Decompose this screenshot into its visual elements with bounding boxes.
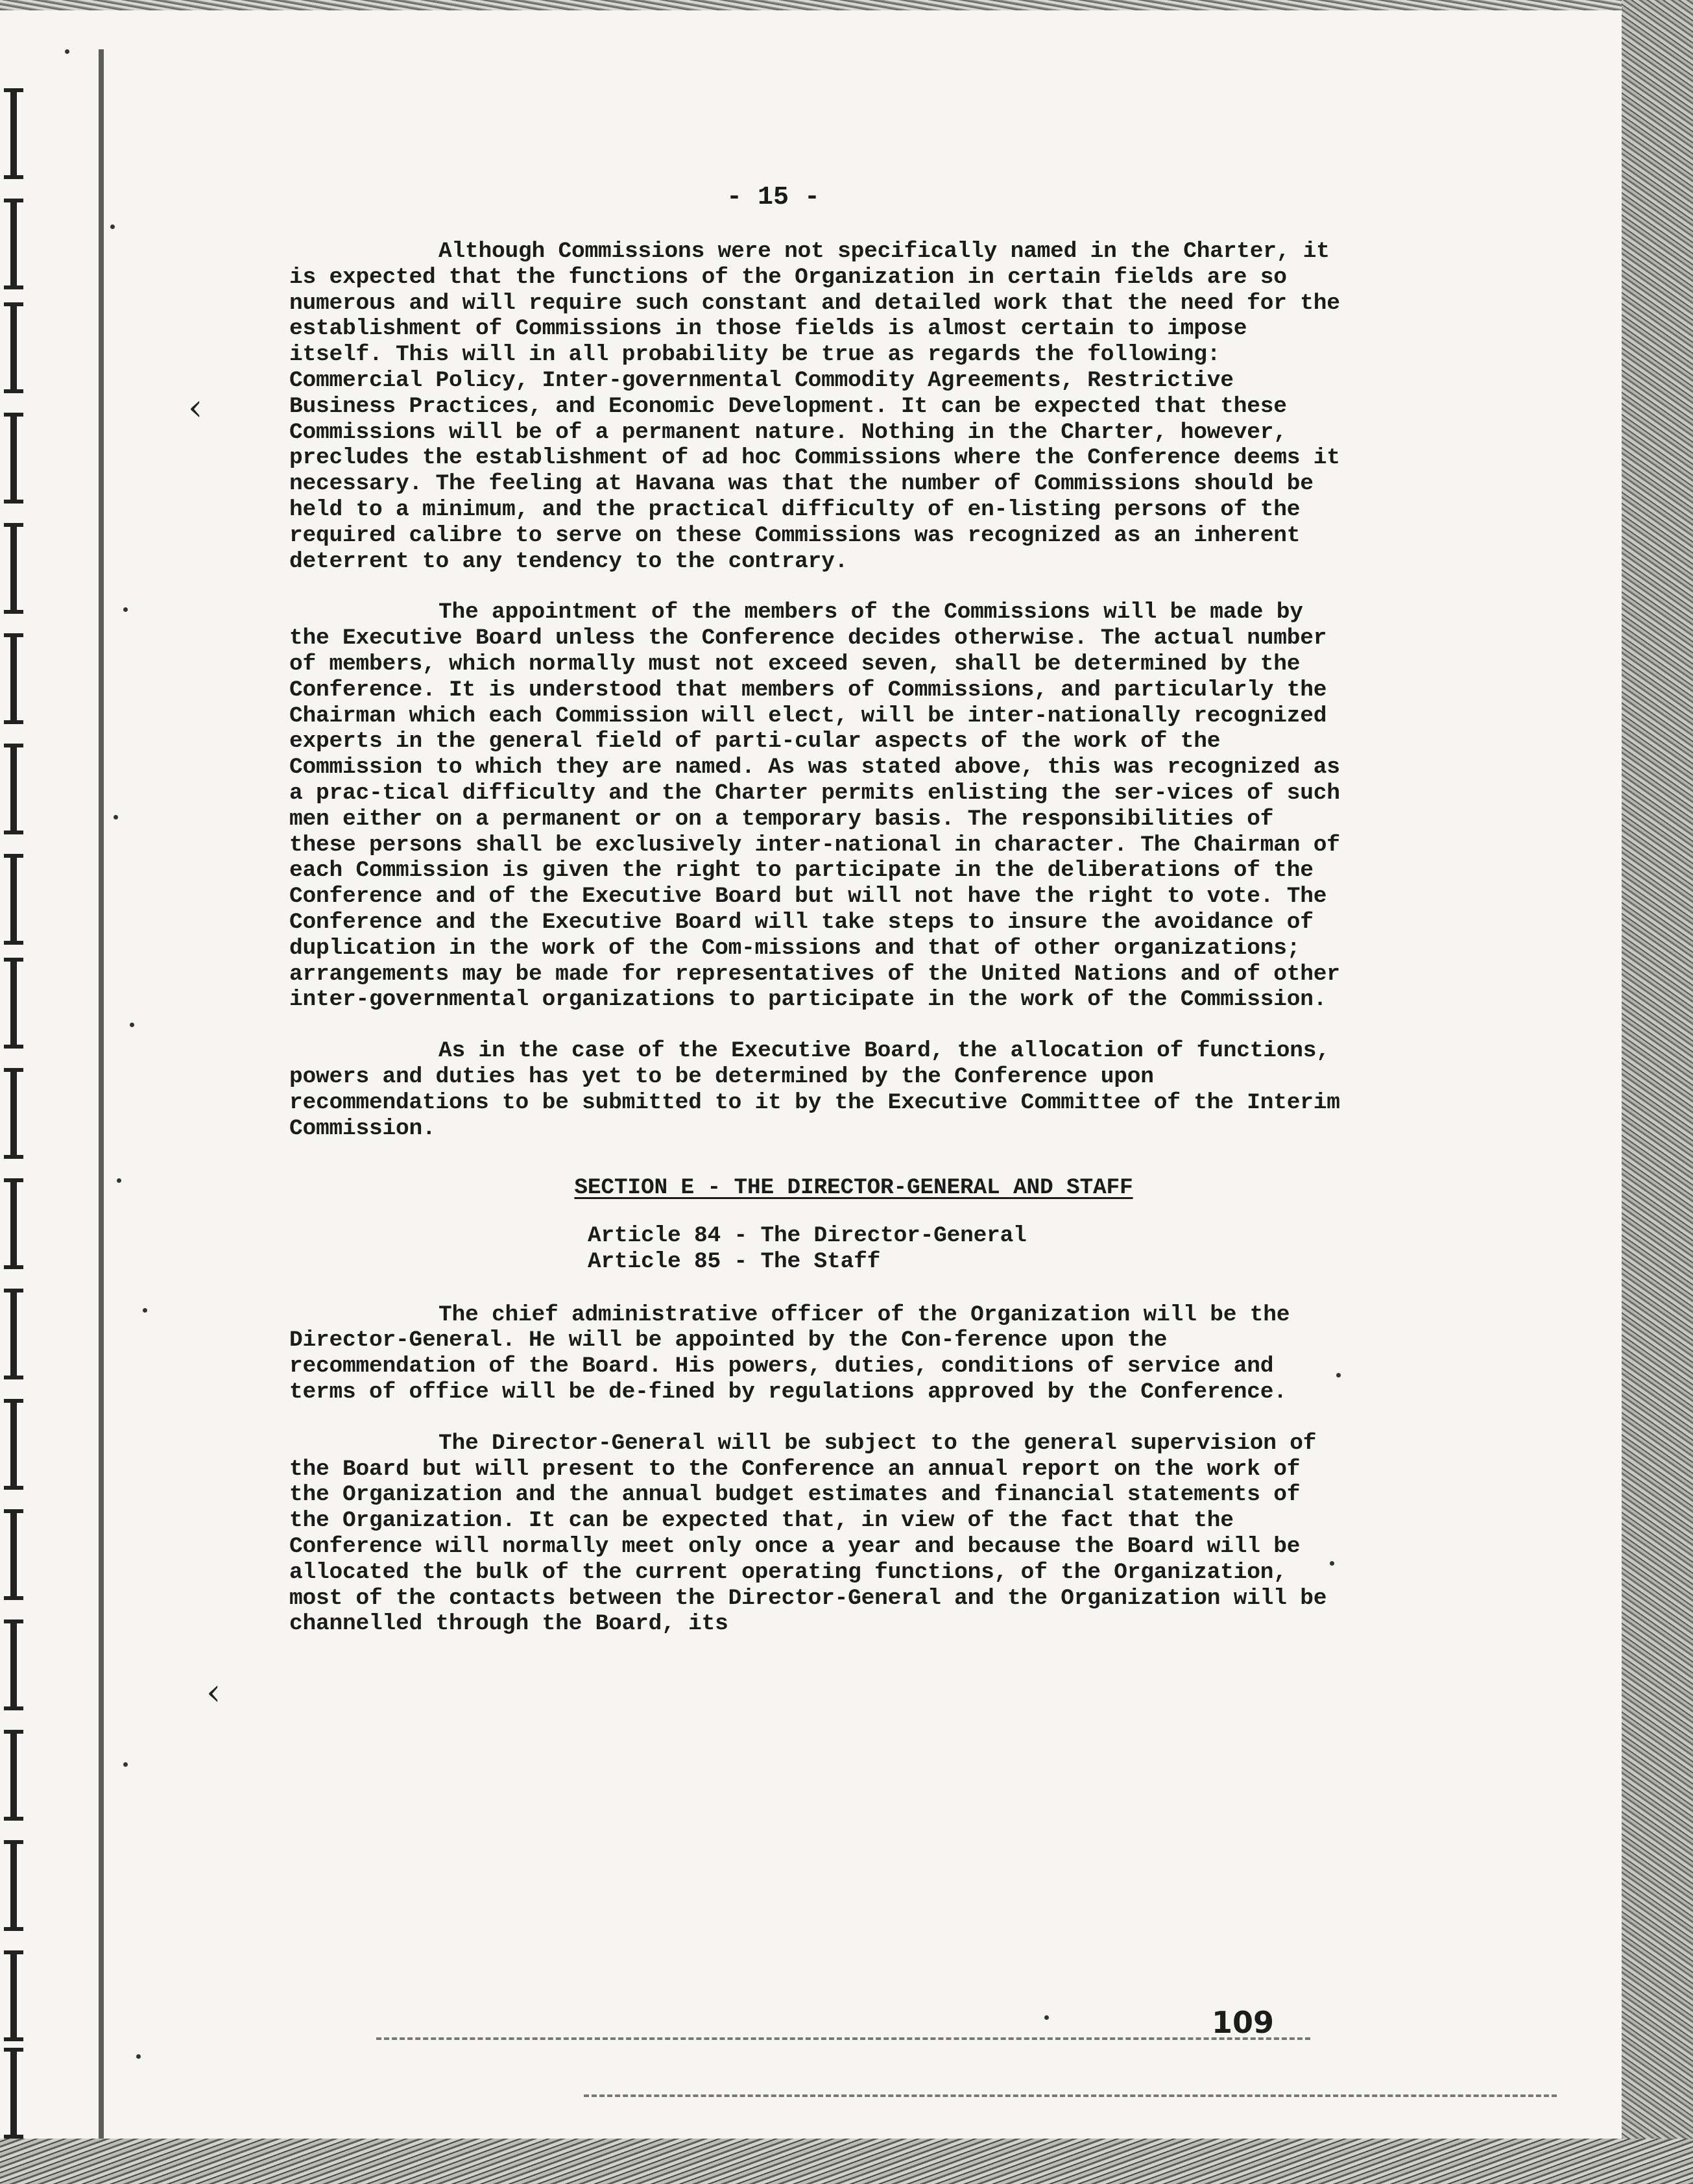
scan-dotted-artifact — [376, 2037, 1310, 2040]
binder-hole-mark — [4, 1178, 23, 1269]
binder-margin-line — [99, 49, 104, 2139]
margin-tick-mark: ‹ — [188, 387, 203, 429]
binder-hole-mark — [4, 1620, 23, 1710]
scan-speck — [130, 1023, 134, 1027]
binder-hole-mark — [4, 1509, 23, 1600]
margin-tick-mark: ‹ — [206, 1671, 221, 1714]
binder-hole-mark — [4, 523, 23, 614]
article-line: Article 84 - The Director-General — [588, 1223, 1027, 1249]
binder-hole-mark — [4, 1399, 23, 1490]
paragraph: As in the case of the Executive Board, the allocation of functions, powers and duties has yet to be determined by the Conference upon recommendations to be submitted to it by the Executive Committee of the Interim Commission. — [289, 1038, 1340, 1141]
binder-hole-mark — [4, 1950, 23, 2041]
binder-holes — [0, 10, 45, 2139]
binder-hole-mark — [4, 958, 23, 1049]
binder-hole-mark — [4, 88, 23, 179]
scan-speck — [123, 607, 128, 612]
paragraph: The Director-General will be subject to the general supervision of the Board but will present to the Conference an annual report on the work of the Organization and the annual budget estimates and financial statements of the Organization. It can be expected that, in view of the fact that the Conference will normally meet only once a year and because the Board will be allocated the bulk of the current operating functions, of the Organization, most of the contacts between the Director-General and the Organization will be channelled through the Board, its — [289, 1430, 1327, 1637]
binder-hole-mark — [4, 199, 23, 289]
binder-hole-mark — [4, 302, 23, 393]
scan-dotted-artifact — [584, 2094, 1557, 2097]
page-number: - 15 - — [726, 183, 821, 212]
section-heading: SECTION E - THE DIRECTOR-GENERAL AND STAFF — [574, 1175, 1133, 1201]
document-body — [289, 239, 1340, 1662]
binder-hole-mark — [4, 633, 23, 724]
binder-hole-mark — [4, 744, 23, 834]
scan-speck — [123, 1762, 128, 1767]
scan-speck — [1044, 2015, 1049, 2020]
binder-hole-mark — [4, 1068, 23, 1159]
scan-speck — [143, 1308, 147, 1313]
section-heading-block — [289, 1175, 1340, 1201]
scan-speck — [117, 1178, 121, 1183]
article-line: Article 85 - The Staff — [588, 1248, 881, 1274]
scan-speck — [136, 2054, 141, 2059]
article-list — [289, 1223, 1340, 1275]
paragraph: The appointment of the members of the Commissions will be made by the Executive Board unless the Conference decides otherwise. The actual number of members, which normally must not exceed seven, shall be determined by the Conference. It is understood that members of Commissions, and particularly the Chairman which each Commission will elect, will be inter-nationally recognized experts in the general field of parti-cular aspects of the work of the Commission to which they are named. As was stated above, this was recognized as a prac-tical difficulty and the Charter permits enlisting the ser-vices of such men either on a permanent or on a temporary basis. The responsibilities of these persons shall be exclusively inter-national in character. The Chairman of each Commission is given the right to participate in the deliberations of the Conference and of the Executive Board but will not have the right to vote. The Conference and the Executive Board will take steps to insure the avoidance of duplication in the work of the Com-missions and that of other organizations; arrangements may be made for representatives of the United Nations and of other inter-governmental organizations to participate in the work of the Commission. — [289, 600, 1340, 1013]
scan-speck — [65, 49, 69, 54]
binder-hole-mark — [4, 413, 23, 504]
binder-hole-mark — [4, 1840, 23, 1931]
binder-hole-mark — [4, 1730, 23, 1821]
paragraph: The chief administrative officer of the Organization will be the Director-General. He will be appointed by the Con-ference upon the recommendation of the Board. His powers, duties, conditions of service and terms of office will be de-fined by regulations approved by the Conference. — [289, 1302, 1290, 1405]
document-page — [0, 10, 1622, 2139]
scan-speck — [110, 224, 115, 229]
paragraph: Although Commissions were not specifically named in the Charter, it is expected that the functions of the Organization in certain fields are so numerous and will require such constant and detailed work that the need for the establishment of Commissions in those fields is almost certain to impose itself. This will in all probability be true as regards the following: Commercial Policy, Inter-governmental Commodity Agreements, Restrictive Business Practices, and Economic Development. It can be expected that these Commissions will be of a permanent nature. Nothing in the Charter, however, precludes the establishment of ad hoc Commissions where the Conference deems it necessary. The feeling at Havana was that the number of Commissions should be held to a minimum, and the practical difficulty of en-listing persons of the required calibre to serve on these Commissions was recognized as an inherent deterrent to any tendency to the contrary. — [289, 239, 1340, 574]
scan-edge-bottom — [0, 2139, 1693, 2184]
binder-hole-mark — [4, 854, 23, 945]
scan-speck — [114, 815, 118, 819]
binder-hole-mark — [4, 2048, 23, 2139]
archive-page-number: 109 — [1212, 2005, 1275, 2040]
scan-edge-right — [1622, 0, 1693, 2184]
binder-hole-mark — [4, 1289, 23, 1379]
